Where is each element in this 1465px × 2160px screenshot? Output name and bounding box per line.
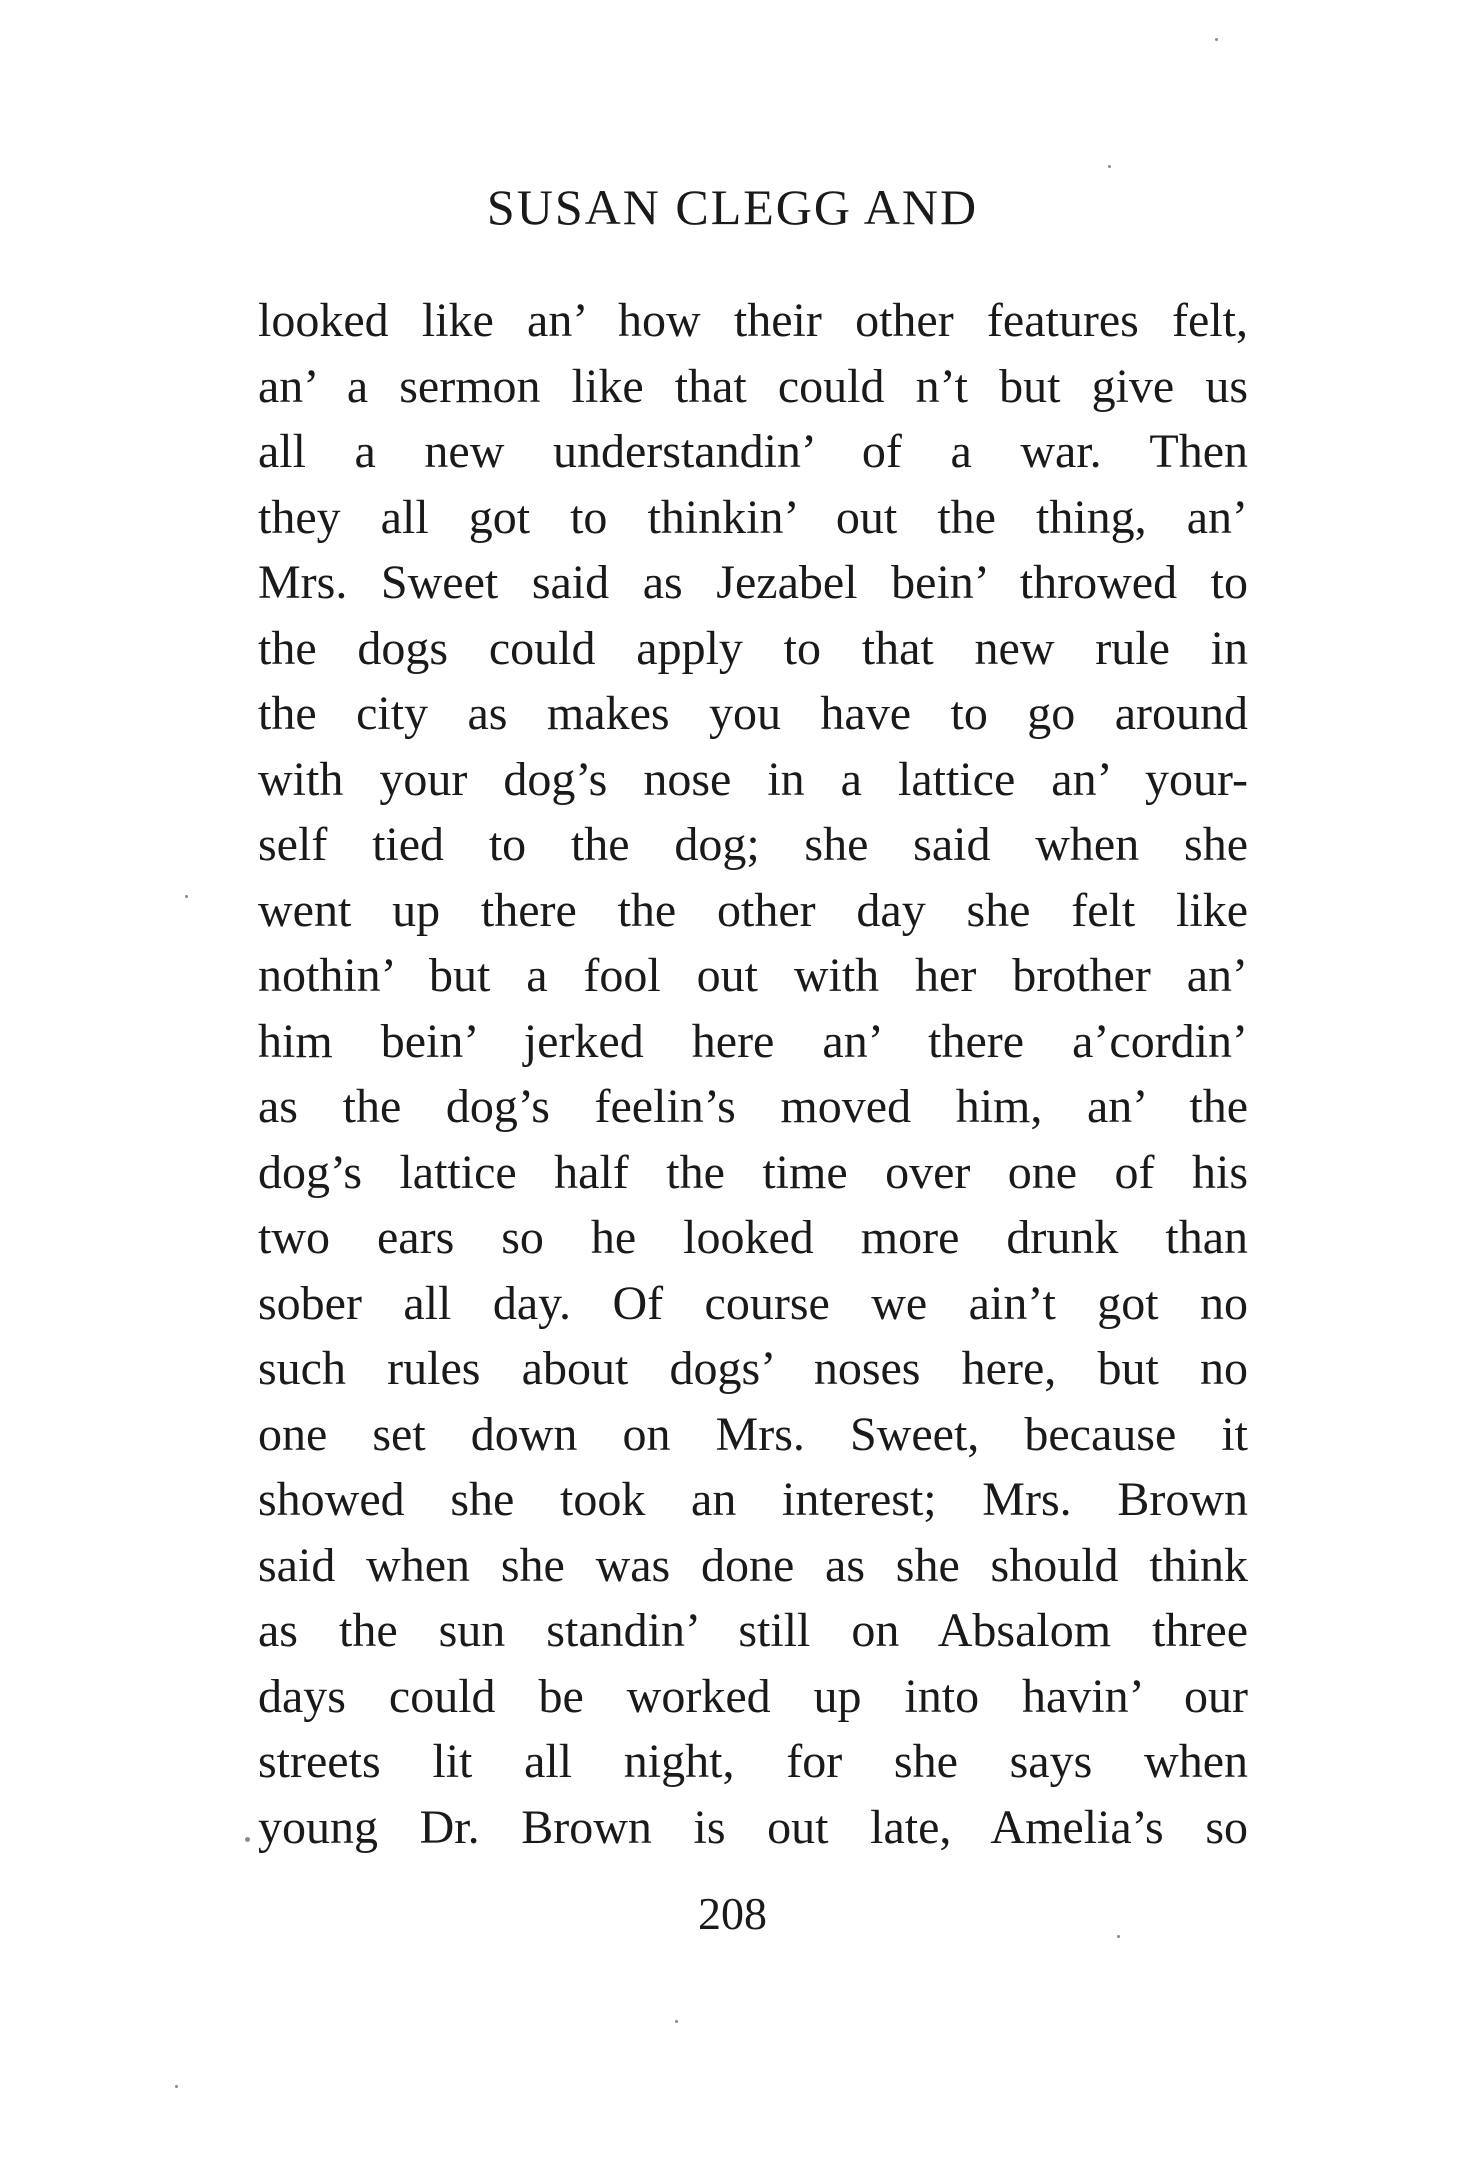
text-line: went up there the other day she felt like bbox=[258, 883, 1248, 937]
text-line: dog’s lattice half the time over one of his bbox=[258, 1145, 1248, 1199]
text-line: they all got to thinkin’ out the thing, an’ bbox=[258, 490, 1248, 544]
scan-speck bbox=[245, 1837, 250, 1842]
text-line: as the dog’s feelin’s moved him, an’ the bbox=[258, 1080, 1248, 1133]
scan-speck bbox=[1215, 38, 1218, 41]
text-line: sober all day. Of course we ain’t got no bbox=[258, 1276, 1248, 1330]
scan-speck bbox=[1117, 1935, 1120, 1938]
running-head: SUSAN CLEGG AND bbox=[486, 179, 979, 235]
text-line: said when she was done as she should think bbox=[258, 1538, 1248, 1592]
text-line: the dogs could apply to that new rule in bbox=[258, 621, 1248, 675]
text-line: the city as makes you have to go around bbox=[258, 687, 1248, 740]
text-line: streets lit all night, for she says when bbox=[258, 1735, 1248, 1788]
text-line: looked like an’ how their other features felt, bbox=[258, 294, 1248, 347]
text-line: all a new understandin’ of a war. Then bbox=[258, 425, 1248, 478]
text-line: one set down on Mrs. Sweet, because it bbox=[258, 1407, 1248, 1461]
text-line: nothin’ but a fool out with her brother an’ bbox=[258, 949, 1248, 1002]
text-line: as the sun standin’ still on Absalom three bbox=[258, 1604, 1248, 1657]
text-line: self tied to the dog; she said when she bbox=[258, 818, 1248, 871]
body-text bbox=[258, 288, 1248, 1860]
text-line: such rules about dogs’ noses here, but no bbox=[258, 1342, 1248, 1395]
scan-speck bbox=[175, 2085, 178, 2088]
text-line: two ears so he looked more drunk than bbox=[258, 1211, 1248, 1264]
scan-speck bbox=[1108, 165, 1111, 168]
text-line: an’ a sermon like that could n’t but give us bbox=[258, 359, 1248, 413]
text-line: him bein’ jerked here an’ there a’cordin’ bbox=[258, 1014, 1248, 1068]
text-line: showed she took an interest; Mrs. Brown bbox=[258, 1473, 1248, 1526]
page-number: 208 bbox=[698, 1888, 767, 1939]
text-line: with your dog’s nose in a lattice an’ your- bbox=[258, 752, 1248, 806]
text-line: Mrs. Sweet said as Jezabel bein’ throwed to bbox=[258, 556, 1248, 609]
text-line: young Dr. Brown is out late, Amelia’s so bbox=[258, 1800, 1248, 1854]
text-line: days could be worked up into havin’ our bbox=[258, 1669, 1248, 1723]
scan-speck bbox=[185, 895, 188, 898]
scan-speck bbox=[675, 2020, 678, 2023]
